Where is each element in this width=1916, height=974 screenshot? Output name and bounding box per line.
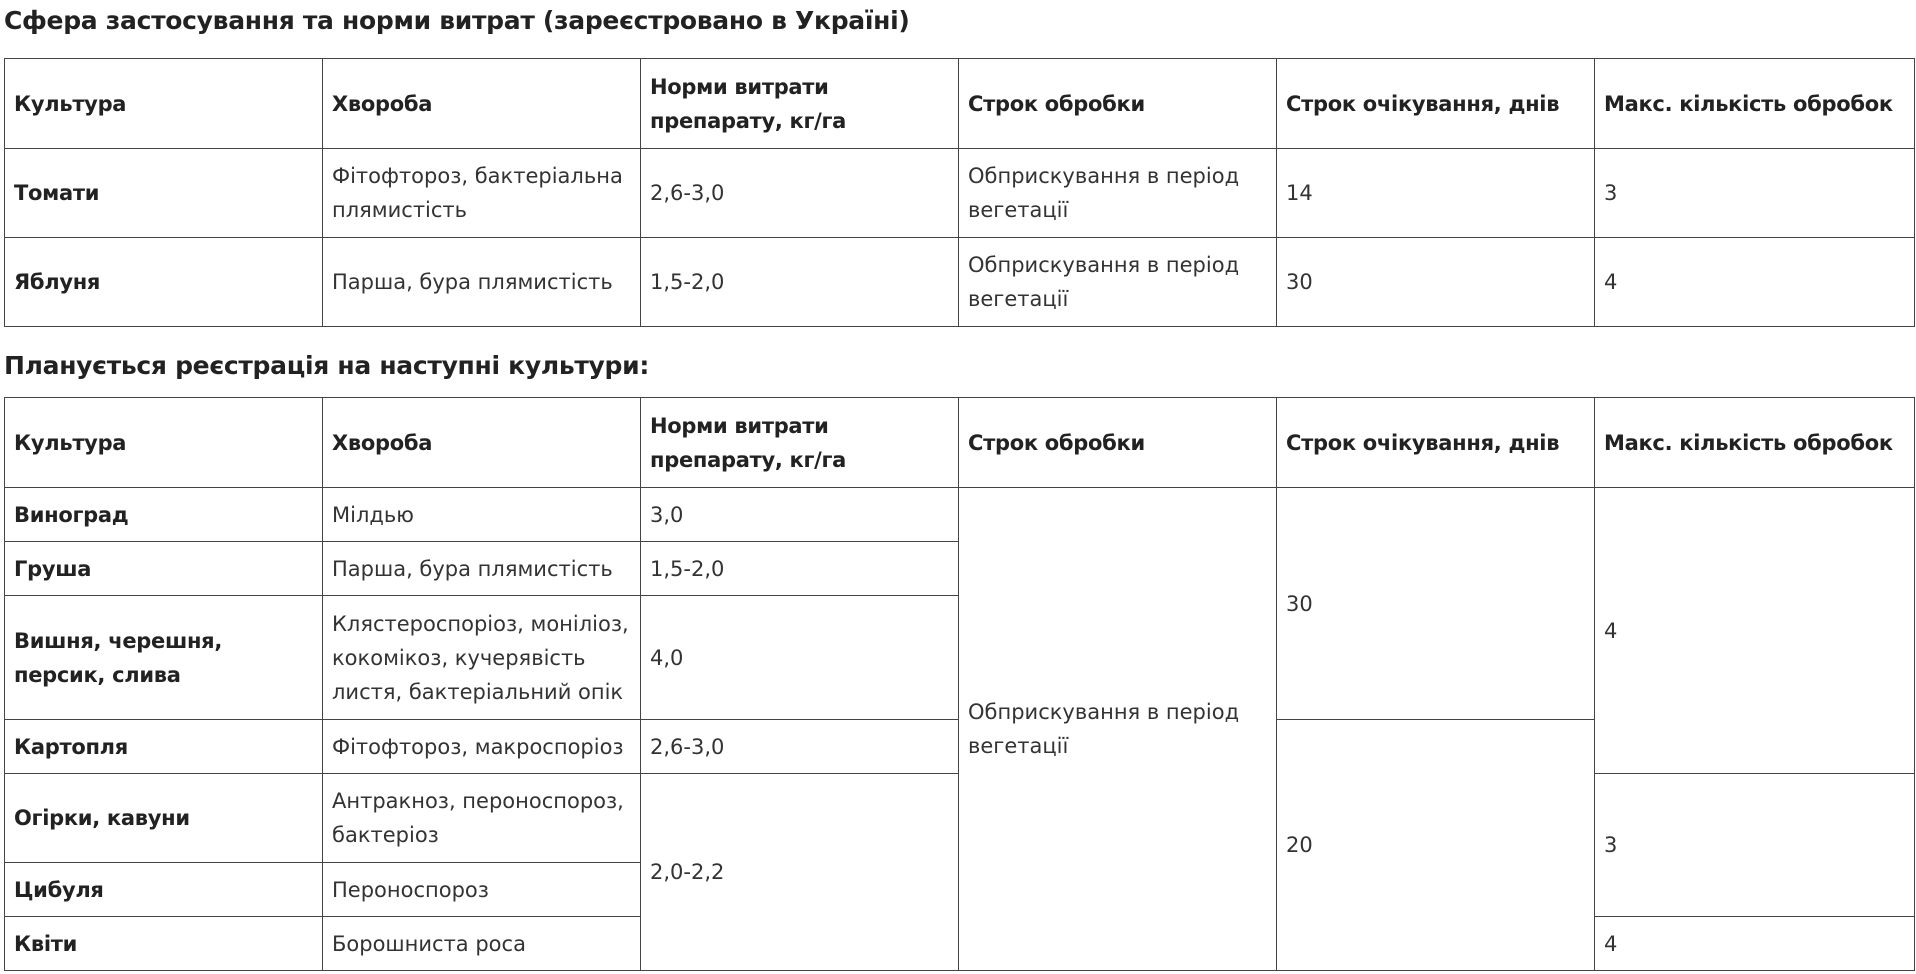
header-disease: Хвороба [323,59,641,149]
header-rate: Норми витрати препарату, кг/га [641,59,959,149]
cell-crop: Картопля [5,720,323,774]
cell-crop: Огірки, кавуни [5,774,323,863]
cell-rate: 2,6-3,0 [641,720,959,774]
cell-max: 3 [1595,149,1915,238]
header-crop: Культура [5,59,323,149]
header-crop: Культура [5,398,323,488]
cell-disease: Антракноз, пероноспороз, бактеріоз [323,774,641,863]
table-header-row [5,59,1915,149]
cell-disease: Фітофтороз, бактеріальна плямистість [323,149,641,238]
cell-rate: 4,0 [641,596,959,720]
header-term: Строк обробки [959,59,1277,149]
table-header-row [5,398,1915,488]
header-max: Макс. кількість обробок [1595,398,1915,488]
cell-crop: Яблуня [5,238,323,327]
table-row [5,488,1915,542]
header-wait: Строк очікування, днів [1277,59,1595,149]
cell-disease: Фітофтороз, макроспоріоз [323,720,641,774]
cell-disease: Парша, бура плямистість [323,238,641,327]
cell-crop: Груша [5,542,323,596]
cell-term-merged: Обприскування в період вегетації [959,488,1277,971]
header-max: Макс. кількість обробок [1595,59,1915,149]
header-disease: Хвороба [323,398,641,488]
table-row [5,238,1915,327]
cell-max-merged-1: 4 [1595,488,1915,774]
table-row [5,149,1915,238]
cell-wait: 14 [1277,149,1595,238]
registered-table [4,58,1915,327]
cell-disease: Клястероспоріоз, моніліоз, кокомікоз, кучерявість листя, бактеріальний опік [323,596,641,720]
section-title-planned: Планується реєстрація на наступні культури: [4,351,650,380]
cell-crop: Квіти [5,917,323,971]
header-wait: Строк очікування, днів [1277,398,1595,488]
cell-term: Обприскування в період вегетації [959,238,1277,327]
cell-disease: Парша, бура плямистість [323,542,641,596]
cell-rate: 2,6-3,0 [641,149,959,238]
cell-rate: 1,5-2,0 [641,238,959,327]
cell-wait-merged-2: 20 [1277,720,1595,971]
cell-rate: 1,5-2,0 [641,542,959,596]
section-title-registered: Сфера застосування та норми витрат (зареєстровано в Україні) [4,6,910,35]
cell-crop: Вишня, черешня, персик, слива [5,596,323,720]
cell-rate-merged: 2,0-2,2 [641,774,959,971]
header-rate: Норми витрати препарату, кг/га [641,398,959,488]
cell-max: 4 [1595,238,1915,327]
cell-crop: Томати [5,149,323,238]
header-term: Строк обробки [959,398,1277,488]
cell-rate: 3,0 [641,488,959,542]
cell-crop: Цибуля [5,863,323,917]
cell-disease: Борошниста роса [323,917,641,971]
cell-max-last: 4 [1595,917,1915,971]
cell-max-merged-2: 3 [1595,774,1915,917]
cell-disease: Мілдью [323,488,641,542]
cell-wait: 30 [1277,238,1595,327]
cell-disease: Пероноспороз [323,863,641,917]
cell-crop: Виноград [5,488,323,542]
planned-table [4,397,1915,971]
cell-term: Обприскування в період вегетації [959,149,1277,238]
cell-wait-merged-1: 30 [1277,488,1595,720]
